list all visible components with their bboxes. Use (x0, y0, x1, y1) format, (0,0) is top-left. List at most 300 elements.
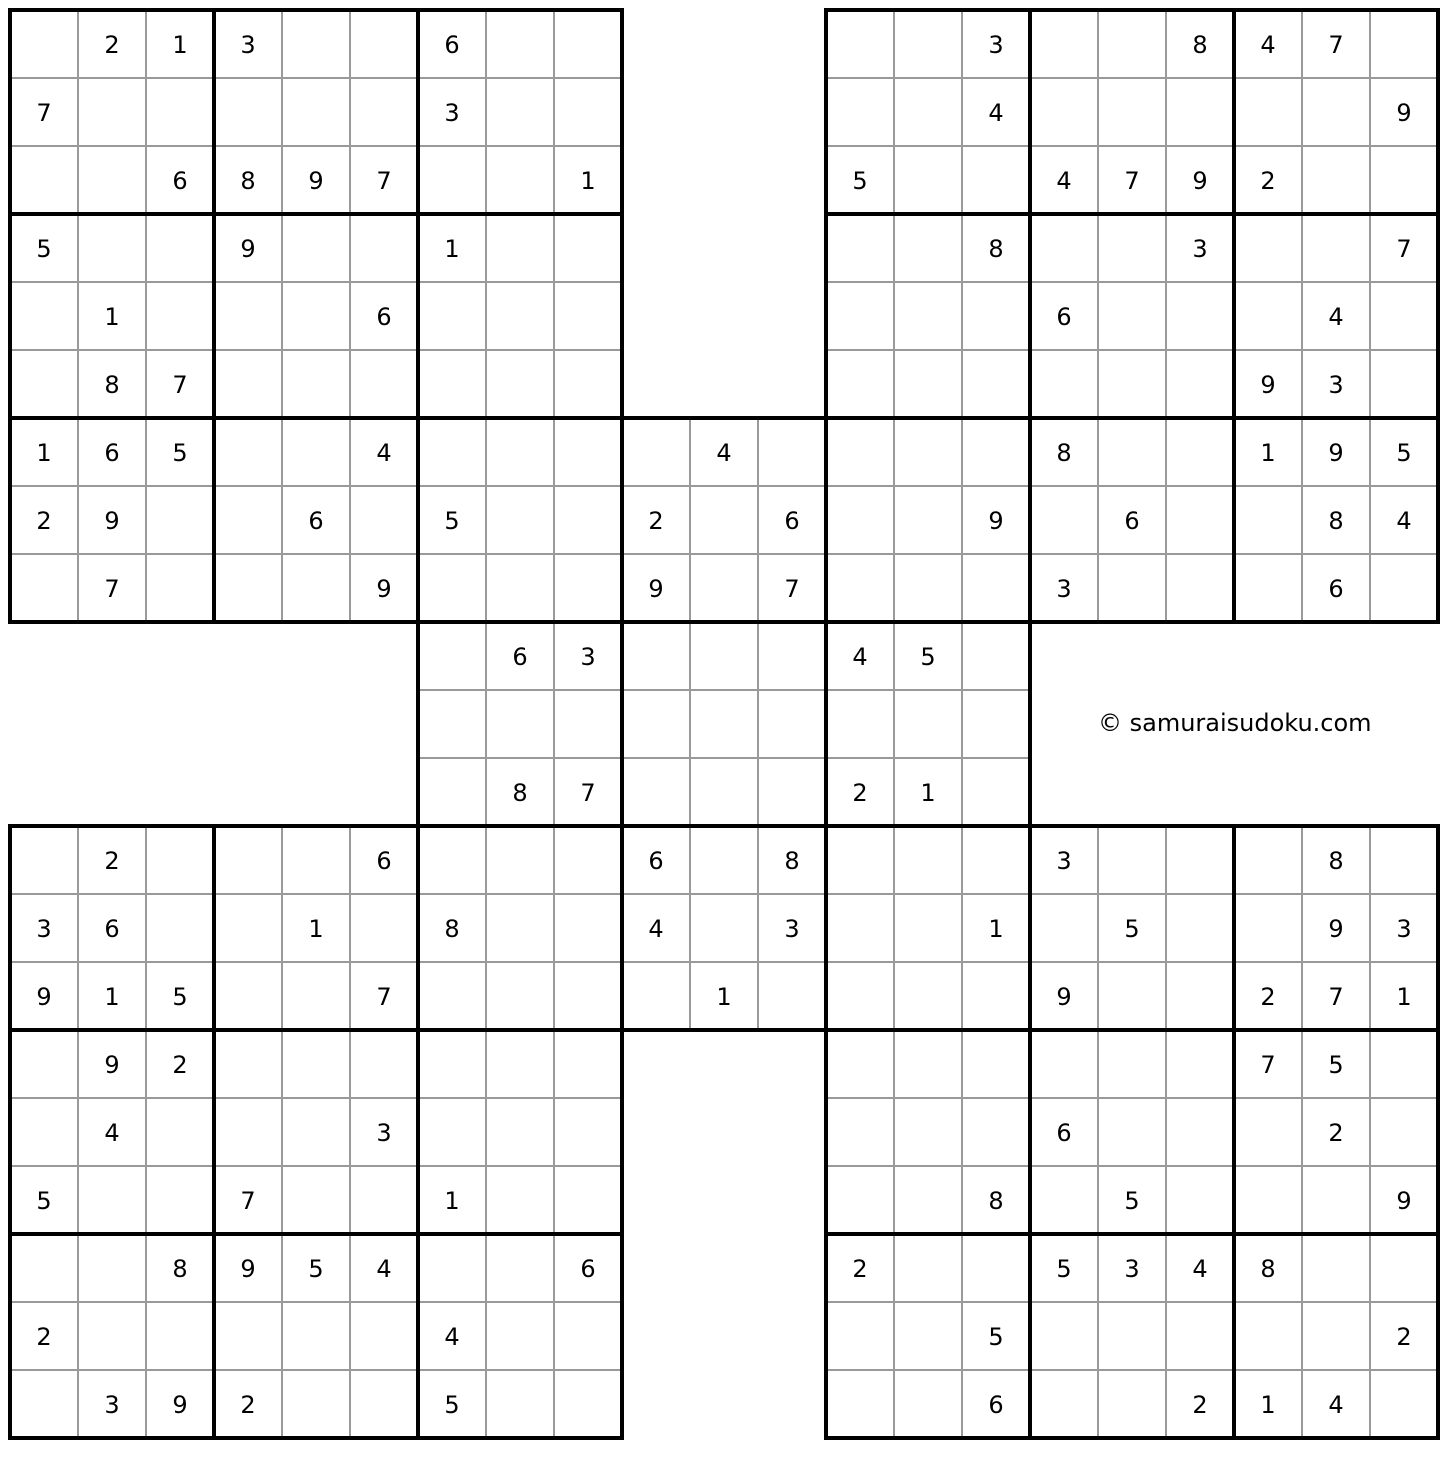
sudoku-cell[interactable] (1098, 10, 1166, 78)
sudoku-cell[interactable] (826, 894, 894, 962)
sudoku-cell[interactable] (10, 350, 78, 418)
given-number: 9 (240, 1255, 256, 1283)
sudoku-cell[interactable] (1370, 1370, 1438, 1438)
sudoku-cell[interactable] (1098, 1370, 1166, 1438)
sudoku-cell[interactable] (486, 826, 554, 894)
sudoku-cell[interactable] (486, 282, 554, 350)
given-number: 3 (444, 99, 460, 127)
given-number: 9 (308, 167, 324, 195)
sudoku-cell[interactable] (554, 1098, 622, 1166)
sudoku-cell[interactable] (214, 962, 282, 1030)
sudoku-cell[interactable] (1098, 1302, 1166, 1370)
sudoku-cell[interactable] (962, 622, 1030, 690)
sudoku-cell[interactable] (418, 146, 486, 214)
sudoku-cell[interactable] (282, 282, 350, 350)
sudoku-cell[interactable] (826, 1370, 894, 1438)
given-number: 1 (104, 303, 120, 331)
given-number: 7 (1260, 1051, 1276, 1079)
sudoku-cell[interactable] (10, 826, 78, 894)
given-number: 9 (1396, 99, 1412, 127)
sudoku-cell[interactable] (962, 1030, 1030, 1098)
sudoku-cell[interactable] (690, 554, 758, 622)
sudoku-cell[interactable] (1370, 826, 1438, 894)
given-number: 2 (104, 847, 120, 875)
sudoku-cell[interactable] (554, 214, 622, 282)
given-number: 2 (1396, 1323, 1412, 1351)
sudoku-cell[interactable] (826, 826, 894, 894)
sudoku-cell[interactable] (78, 78, 146, 146)
sudoku-cell[interactable] (1234, 1166, 1302, 1234)
sudoku-cell[interactable] (826, 350, 894, 418)
sudoku-cell[interactable] (962, 554, 1030, 622)
sudoku-cell[interactable] (10, 554, 78, 622)
sudoku-cell[interactable] (962, 418, 1030, 486)
sudoku-cell[interactable] (894, 1234, 962, 1302)
sudoku-cell[interactable] (554, 554, 622, 622)
sudoku-cell[interactable] (962, 1098, 1030, 1166)
sudoku-cell[interactable] (1098, 214, 1166, 282)
given-number: 6 (1328, 575, 1344, 603)
given-number: 8 (1328, 507, 1344, 535)
sudoku-cell[interactable] (214, 894, 282, 962)
sudoku-cell[interactable] (486, 962, 554, 1030)
given-number: 9 (1260, 371, 1276, 399)
sudoku-cell[interactable] (1030, 486, 1098, 554)
sudoku-cell[interactable] (690, 758, 758, 826)
sudoku-cell[interactable] (826, 962, 894, 1030)
sudoku-cell[interactable] (554, 894, 622, 962)
sudoku-cell[interactable] (622, 622, 690, 690)
sudoku-cell[interactable] (554, 690, 622, 758)
sudoku-cell[interactable] (894, 1370, 962, 1438)
sudoku-cell[interactable] (10, 1234, 78, 1302)
sudoku-cell[interactable] (78, 214, 146, 282)
sudoku-cell[interactable] (146, 1166, 214, 1234)
sudoku-cell[interactable] (554, 10, 622, 78)
sudoku-cell[interactable] (1166, 1098, 1234, 1166)
sudoku-cell[interactable] (214, 78, 282, 146)
sudoku-cell[interactable] (146, 554, 214, 622)
sudoku-cell[interactable] (1370, 350, 1438, 418)
sudoku-cell[interactable] (894, 1302, 962, 1370)
sudoku-cell[interactable] (1370, 1098, 1438, 1166)
sudoku-cell[interactable] (486, 418, 554, 486)
sudoku-cell[interactable] (1166, 1166, 1234, 1234)
sudoku-cell[interactable] (1098, 418, 1166, 486)
sudoku-cell[interactable] (894, 1098, 962, 1166)
given-number: 4 (716, 439, 732, 467)
sudoku-cell[interactable] (282, 1302, 350, 1370)
sudoku-cell[interactable] (962, 758, 1030, 826)
sudoku-cell[interactable] (1166, 1302, 1234, 1370)
sudoku-cell[interactable] (418, 690, 486, 758)
sudoku-cell[interactable] (1166, 486, 1234, 554)
sudoku-cell[interactable] (1166, 78, 1234, 146)
given-number: 9 (104, 507, 120, 535)
given-number: 4 (1328, 303, 1344, 331)
sudoku-cell[interactable] (486, 10, 554, 78)
sudoku-cell[interactable] (554, 962, 622, 1030)
given-number: 9 (1328, 439, 1344, 467)
given-number: 2 (240, 1391, 256, 1419)
given-number: 2 (648, 507, 664, 535)
given-number: 8 (988, 1187, 1004, 1215)
sudoku-cell[interactable] (418, 350, 486, 418)
given-number: 3 (1056, 575, 1072, 603)
sudoku-cell[interactable] (622, 962, 690, 1030)
sudoku-cell[interactable] (486, 486, 554, 554)
given-number: 3 (1396, 915, 1412, 943)
sudoku-cell[interactable] (1234, 78, 1302, 146)
sudoku-cell[interactable] (282, 962, 350, 1030)
sudoku-cell[interactable] (554, 78, 622, 146)
given-number: 3 (36, 915, 52, 943)
sudoku-cell[interactable] (826, 282, 894, 350)
sudoku-cell[interactable] (10, 1370, 78, 1438)
sudoku-cell[interactable] (214, 1098, 282, 1166)
sudoku-cell[interactable] (554, 418, 622, 486)
sudoku-cell[interactable] (894, 214, 962, 282)
given-number: 2 (1260, 167, 1276, 195)
sudoku-cell[interactable] (758, 622, 826, 690)
given-number: 4 (1328, 1391, 1344, 1419)
sudoku-cell[interactable] (1030, 1030, 1098, 1098)
sudoku-cell[interactable] (10, 146, 78, 214)
sudoku-cell[interactable] (894, 282, 962, 350)
sudoku-cell[interactable] (282, 1098, 350, 1166)
given-number: 2 (852, 779, 868, 807)
sudoku-cell[interactable] (282, 826, 350, 894)
given-number: 7 (376, 983, 392, 1011)
sudoku-cell[interactable] (1166, 282, 1234, 350)
sudoku-cell[interactable] (1030, 1370, 1098, 1438)
sudoku-cell[interactable] (826, 214, 894, 282)
given-number: 8 (512, 779, 528, 807)
sudoku-cell[interactable] (826, 1166, 894, 1234)
sudoku-cell[interactable] (1234, 554, 1302, 622)
given-number: 7 (784, 575, 800, 603)
given-number: 4 (1396, 507, 1412, 535)
sudoku-cell[interactable] (1370, 10, 1438, 78)
sudoku-cell[interactable] (1166, 350, 1234, 418)
given-number: 6 (648, 847, 664, 875)
sudoku-cell[interactable] (554, 350, 622, 418)
sudoku-cell[interactable] (894, 78, 962, 146)
sudoku-cell[interactable] (826, 78, 894, 146)
sudoku-cell[interactable] (146, 826, 214, 894)
sudoku-cell[interactable] (146, 1098, 214, 1166)
given-number: 5 (1124, 915, 1140, 943)
sudoku-cell[interactable] (10, 10, 78, 78)
sudoku-cell[interactable] (350, 894, 418, 962)
sudoku-cell[interactable] (418, 622, 486, 690)
sudoku-cell[interactable] (826, 1030, 894, 1098)
given-number: 9 (1056, 983, 1072, 1011)
sudoku-cell[interactable] (758, 418, 826, 486)
sudoku-cell[interactable] (486, 1166, 554, 1234)
sudoku-cell[interactable] (1370, 1234, 1438, 1302)
given-number: 9 (104, 1051, 120, 1079)
given-number: 1 (580, 167, 596, 195)
sudoku-cell[interactable] (554, 282, 622, 350)
sudoku-cell[interactable] (1166, 894, 1234, 962)
sudoku-cell[interactable] (1030, 350, 1098, 418)
sudoku-cell[interactable] (78, 1234, 146, 1302)
sudoku-cell[interactable] (418, 826, 486, 894)
sudoku-cell[interactable] (418, 758, 486, 826)
given-number: 1 (308, 915, 324, 943)
sudoku-cell[interactable] (214, 554, 282, 622)
given-number: 2 (1328, 1119, 1344, 1147)
sudoku-cell[interactable] (10, 1098, 78, 1166)
sudoku-cell[interactable] (418, 962, 486, 1030)
sudoku-cell[interactable] (486, 1234, 554, 1302)
sudoku-cell[interactable] (1030, 78, 1098, 146)
sudoku-cell[interactable] (418, 282, 486, 350)
sudoku-cell[interactable] (486, 690, 554, 758)
sudoku-cell[interactable] (962, 1234, 1030, 1302)
given-number: 1 (1260, 439, 1276, 467)
sudoku-cell[interactable] (146, 894, 214, 962)
sudoku-cell[interactable] (1166, 1030, 1234, 1098)
given-number: 4 (1192, 1255, 1208, 1283)
sudoku-cell[interactable] (146, 486, 214, 554)
sudoku-cell[interactable] (1098, 826, 1166, 894)
sudoku-cell[interactable] (486, 894, 554, 962)
sudoku-cell[interactable] (486, 1302, 554, 1370)
given-number: 3 (240, 31, 256, 59)
sudoku-cell[interactable] (418, 418, 486, 486)
sudoku-cell[interactable] (1302, 1166, 1370, 1234)
sudoku-cell[interactable] (1302, 214, 1370, 282)
given-number: 2 (36, 507, 52, 535)
sudoku-cell[interactable] (1098, 554, 1166, 622)
sudoku-cell[interactable] (1234, 214, 1302, 282)
given-number: 6 (988, 1391, 1004, 1419)
sudoku-cell[interactable] (10, 282, 78, 350)
given-number: 3 (104, 1391, 120, 1419)
sudoku-cell[interactable] (1234, 1302, 1302, 1370)
sudoku-cell[interactable] (1098, 962, 1166, 1030)
sudoku-cell[interactable] (350, 1370, 418, 1438)
given-number: 7 (1396, 235, 1412, 263)
given-number: 8 (1192, 31, 1208, 59)
given-number: 6 (784, 507, 800, 535)
given-number: 7 (104, 575, 120, 603)
sudoku-cell[interactable] (282, 1166, 350, 1234)
sudoku-cell[interactable] (554, 486, 622, 554)
sudoku-cell[interactable] (1098, 1030, 1166, 1098)
sudoku-cell[interactable] (350, 1166, 418, 1234)
sudoku-cell[interactable] (962, 826, 1030, 894)
sudoku-cell[interactable] (690, 826, 758, 894)
sudoku-cell[interactable] (894, 894, 962, 962)
sudoku-cell[interactable] (146, 1302, 214, 1370)
sudoku-cell[interactable] (418, 1098, 486, 1166)
sudoku-cell[interactable] (962, 146, 1030, 214)
sudoku-cell[interactable] (690, 486, 758, 554)
given-number: 2 (1192, 1391, 1208, 1419)
sudoku-cell[interactable] (826, 1098, 894, 1166)
sudoku-cell[interactable] (826, 1302, 894, 1370)
sudoku-cell[interactable] (282, 554, 350, 622)
sudoku-cell[interactable] (1234, 282, 1302, 350)
sudoku-cell[interactable] (1098, 350, 1166, 418)
given-number: 8 (240, 167, 256, 195)
sudoku-cell[interactable] (282, 418, 350, 486)
sudoku-cell[interactable] (350, 486, 418, 554)
given-number: 6 (104, 915, 120, 943)
sudoku-cell[interactable] (826, 690, 894, 758)
sudoku-cell[interactable] (554, 826, 622, 894)
sudoku-cell[interactable] (486, 78, 554, 146)
sudoku-cell[interactable] (1030, 1302, 1098, 1370)
sudoku-cell[interactable] (214, 418, 282, 486)
sudoku-cell[interactable] (962, 282, 1030, 350)
sudoku-cell[interactable] (962, 350, 1030, 418)
sudoku-cell[interactable] (78, 1302, 146, 1370)
sudoku-cell[interactable] (894, 1030, 962, 1098)
sudoku-cell[interactable] (962, 962, 1030, 1030)
sudoku-cell[interactable] (1302, 78, 1370, 146)
sudoku-cell[interactable] (350, 78, 418, 146)
sudoku-cell[interactable] (350, 214, 418, 282)
sudoku-cell[interactable] (826, 10, 894, 78)
given-number: 4 (988, 99, 1004, 127)
sudoku-cell[interactable] (690, 894, 758, 962)
sudoku-cell[interactable] (826, 554, 894, 622)
sudoku-cell[interactable] (554, 1030, 622, 1098)
sudoku-cell[interactable] (1234, 486, 1302, 554)
sudoku-cell[interactable] (282, 350, 350, 418)
sudoku-cell[interactable] (1234, 826, 1302, 894)
sudoku-cell[interactable] (78, 146, 146, 214)
sudoku-cell[interactable] (1370, 282, 1438, 350)
sudoku-cell[interactable] (894, 146, 962, 214)
sudoku-cell[interactable] (826, 418, 894, 486)
sudoku-cell[interactable] (282, 10, 350, 78)
sudoku-cell[interactable] (486, 554, 554, 622)
sudoku-cell[interactable] (418, 1234, 486, 1302)
sudoku-cell[interactable] (962, 690, 1030, 758)
sudoku-cell[interactable] (10, 1030, 78, 1098)
sudoku-cell[interactable] (1234, 1098, 1302, 1166)
sudoku-cell[interactable] (486, 146, 554, 214)
sudoku-cell[interactable] (894, 554, 962, 622)
sudoku-cell[interactable] (1370, 146, 1438, 214)
sudoku-cell[interactable] (1234, 894, 1302, 962)
sudoku-cell[interactable] (146, 282, 214, 350)
sudoku-cell[interactable] (758, 690, 826, 758)
sudoku-cell[interactable] (1030, 1166, 1098, 1234)
sudoku-cell[interactable] (1098, 78, 1166, 146)
sudoku-cell[interactable] (1302, 1234, 1370, 1302)
sudoku-cell[interactable] (282, 1030, 350, 1098)
sudoku-cell[interactable] (78, 1166, 146, 1234)
sudoku-cell[interactable] (894, 826, 962, 894)
sudoku-cell[interactable] (1166, 418, 1234, 486)
sudoku-cell[interactable] (758, 962, 826, 1030)
sudoku-cell[interactable] (554, 1302, 622, 1370)
sudoku-cell[interactable] (486, 1370, 554, 1438)
sudoku-cell[interactable] (622, 418, 690, 486)
sudoku-cell[interactable] (146, 214, 214, 282)
sudoku-cell[interactable] (282, 1370, 350, 1438)
sudoku-cell[interactable] (282, 214, 350, 282)
given-number: 3 (784, 915, 800, 943)
sudoku-cell[interactable] (622, 690, 690, 758)
given-number: 9 (1192, 167, 1208, 195)
given-number: 2 (852, 1255, 868, 1283)
given-number: 6 (580, 1255, 596, 1283)
sudoku-cell[interactable] (690, 690, 758, 758)
sudoku-cell[interactable] (1098, 282, 1166, 350)
sudoku-cell[interactable] (1098, 1098, 1166, 1166)
sudoku-cell[interactable] (894, 350, 962, 418)
copyright-text: © samuraisudoku.com (1098, 709, 1372, 737)
sudoku-cell[interactable] (894, 10, 962, 78)
sudoku-cell[interactable] (690, 622, 758, 690)
sudoku-cell[interactable] (214, 350, 282, 418)
given-number: 8 (784, 847, 800, 875)
given-number: 5 (172, 439, 188, 467)
sudoku-cell[interactable] (1166, 962, 1234, 1030)
sudoku-cell[interactable] (486, 214, 554, 282)
sudoku-cell[interactable] (894, 418, 962, 486)
sudoku-cell[interactable] (758, 758, 826, 826)
sudoku-cell[interactable] (554, 1166, 622, 1234)
sudoku-cell[interactable] (350, 10, 418, 78)
sudoku-cell[interactable] (826, 486, 894, 554)
sudoku-cell[interactable] (894, 690, 962, 758)
given-number: 5 (1328, 1051, 1344, 1079)
sudoku-cell[interactable] (214, 1030, 282, 1098)
given-number: 4 (376, 439, 392, 467)
given-number: 6 (376, 847, 392, 875)
sudoku-cell[interactable] (214, 1302, 282, 1370)
sudoku-cell[interactable] (418, 554, 486, 622)
sudoku-cell[interactable] (894, 1166, 962, 1234)
sudoku-cell[interactable] (1302, 146, 1370, 214)
sudoku-cell[interactable] (350, 1302, 418, 1370)
sudoku-cell[interactable] (1166, 554, 1234, 622)
sudoku-cell[interactable] (214, 826, 282, 894)
sudoku-cell[interactable] (146, 78, 214, 146)
sudoku-cell[interactable] (1030, 10, 1098, 78)
sudoku-cell[interactable] (214, 282, 282, 350)
sudoku-cell[interactable] (350, 350, 418, 418)
given-number: 7 (1328, 983, 1344, 1011)
sudoku-cell[interactable] (554, 1370, 622, 1438)
sudoku-cell[interactable] (486, 1030, 554, 1098)
sudoku-cell[interactable] (1030, 894, 1098, 962)
sudoku-cell[interactable] (1166, 826, 1234, 894)
sudoku-cell[interactable] (350, 1030, 418, 1098)
sudoku-cell[interactable] (894, 962, 962, 1030)
sudoku-cell[interactable] (418, 1030, 486, 1098)
sudoku-cell[interactable] (1370, 1030, 1438, 1098)
sudoku-cell[interactable] (282, 78, 350, 146)
sudoku-cell[interactable] (1302, 1302, 1370, 1370)
sudoku-cell[interactable] (214, 486, 282, 554)
sudoku-cell[interactable] (1030, 214, 1098, 282)
sudoku-cell[interactable] (486, 1098, 554, 1166)
sudoku-cell[interactable] (894, 486, 962, 554)
sudoku-cell[interactable] (1370, 554, 1438, 622)
sudoku-cell[interactable] (622, 758, 690, 826)
given-number: 6 (1056, 303, 1072, 331)
sudoku-cell[interactable] (486, 350, 554, 418)
